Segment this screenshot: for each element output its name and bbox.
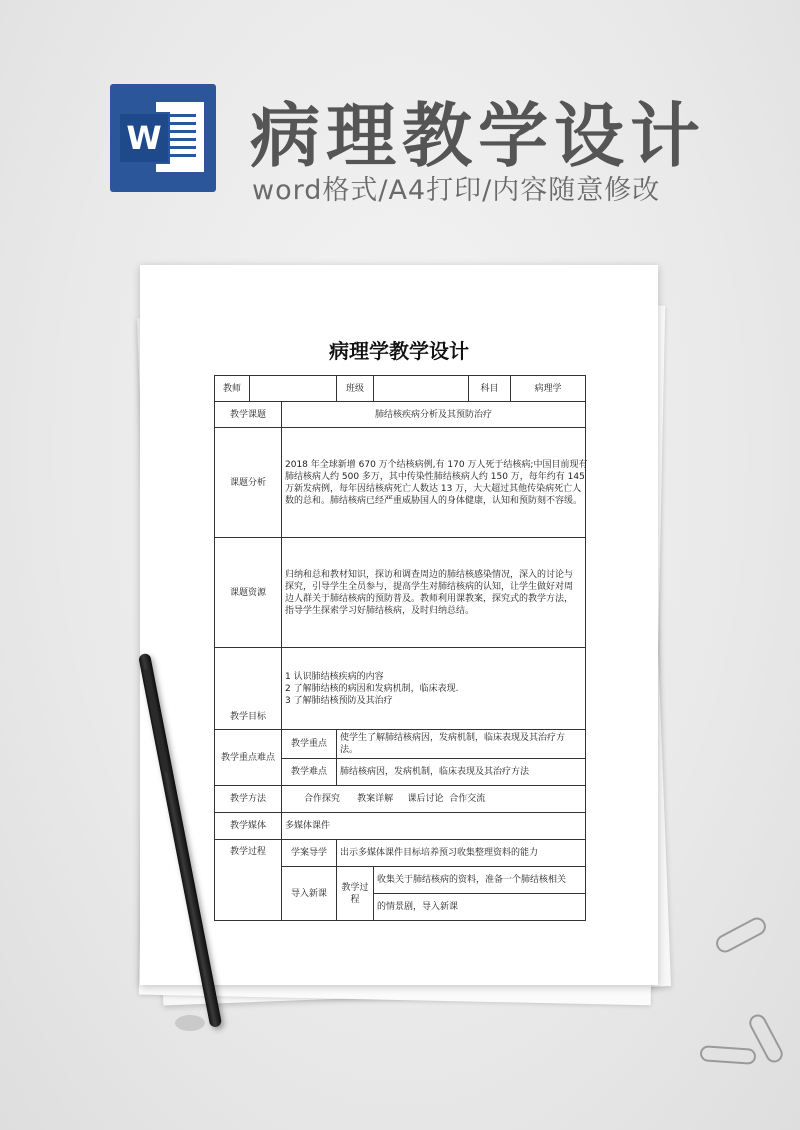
text-line: 2018 年全球新增 670 万个结核病例,有 170 万人死于结核病;中国目前现有 xyxy=(285,459,588,470)
table-row xyxy=(215,648,586,730)
goal-item: 3 了解肺结核预防及其治疗 xyxy=(285,695,393,706)
difficulty-value: 肺结核病因，发病机制，临床表现及其治疗方法 xyxy=(337,759,586,786)
subject-value: 病理学 xyxy=(511,376,586,402)
word-logo-icon xyxy=(110,84,216,192)
table-row xyxy=(215,428,586,538)
table-row xyxy=(215,730,586,759)
banner-subtitle: word格式/A4打印/内容随意修改 xyxy=(252,175,661,206)
goals-list xyxy=(282,648,586,730)
analysis-text xyxy=(282,428,586,538)
text-line: 数的总和。肺结核病已经严重威胁国人的身体健康，认知和预防刻不容缓。 xyxy=(285,495,583,506)
guide-label: 学案导学 xyxy=(282,840,337,867)
lesson-plan-table xyxy=(214,375,586,921)
methods-value: 合作探究 教案详解 课后讨论 合作交流 xyxy=(282,786,586,813)
methods-label: 教学方法 xyxy=(215,786,282,813)
table-row xyxy=(215,840,586,867)
document-title: 病理学教学设计 xyxy=(329,339,469,363)
table-row xyxy=(215,813,586,840)
table-row xyxy=(215,538,586,648)
teacher-label: 教师 xyxy=(215,376,250,402)
text-line: 指导学生探索学习好肺结核病，及时归纳总结。 xyxy=(285,605,475,616)
intro-label: 导入新课 xyxy=(282,867,337,921)
goal-item: 1 认识肺结核疾病的内容 xyxy=(285,671,384,682)
document-page xyxy=(140,265,658,985)
banner-title: 病理教学设计 xyxy=(250,95,706,177)
process-label: 教学过程 xyxy=(215,840,282,921)
media-label: 教学媒体 xyxy=(215,813,282,840)
topic-label: 教学课题 xyxy=(215,402,282,428)
difficulty-label: 教学难点 xyxy=(282,759,337,786)
media-value: 多媒体课件 xyxy=(282,813,586,840)
analysis-label: 课题分析 xyxy=(215,428,282,538)
paper-clip-icon xyxy=(713,914,769,955)
class-field[interactable] xyxy=(374,376,469,402)
text-line: 万新发病例，每年因结核病死亡人数达 13 万，大大超过其他传染病死亡人 xyxy=(285,483,582,494)
pen-shadow xyxy=(175,1015,205,1031)
text-line: 肺结核病人约 500 多万，其中传染性肺结核病人约 150 万，每年约有 145 xyxy=(285,471,585,482)
goals-label: 教学目标 xyxy=(215,648,282,730)
text-line: 边人群关于肺结核病的预防普及。教师利用课教案，探究式的教学方法， xyxy=(285,593,574,604)
table-row xyxy=(215,376,586,402)
subject-label: 科目 xyxy=(469,376,511,402)
text-line: 探究，引导学生全员参与，提高学生对肺结核病的认知，让学生做好对周 xyxy=(285,581,574,592)
guide-value: 出示多媒体课件目标培养预习收集整理资料的能力 xyxy=(337,840,586,867)
word-letter: W xyxy=(120,114,168,162)
table-row xyxy=(215,402,586,428)
focus-label: 教学重点 xyxy=(282,730,337,759)
process-sub-label: 教学过程 xyxy=(337,867,374,921)
table-row xyxy=(215,786,586,813)
focus-value: 使学生了解肺结核病因，发病机制，临床表现及其治疗方法。 xyxy=(337,730,586,759)
resources-text xyxy=(282,538,586,648)
intro-value-line-1: 收集关于肺结核病的资料，准备一个肺结核相关 xyxy=(374,867,586,894)
class-label: 班级 xyxy=(337,376,374,402)
text-line: 归纳和总和教材知识，探访和调查周边的肺结核感染情况，深入的讨论与 xyxy=(285,569,574,580)
key-points-label: 教学重点难点 xyxy=(215,730,282,786)
paper-clip-icon xyxy=(700,1045,757,1065)
resources-label: 课题资源 xyxy=(215,538,282,648)
teacher-field[interactable] xyxy=(250,376,337,402)
goal-item: 2 了解肺结核的病因和发病机制，临床表现. xyxy=(285,683,459,694)
topic-value: 肺结核疾病分析及其预防治疗 xyxy=(282,402,586,428)
intro-value-line-2: 的情景剧，导入新课 xyxy=(374,894,586,921)
